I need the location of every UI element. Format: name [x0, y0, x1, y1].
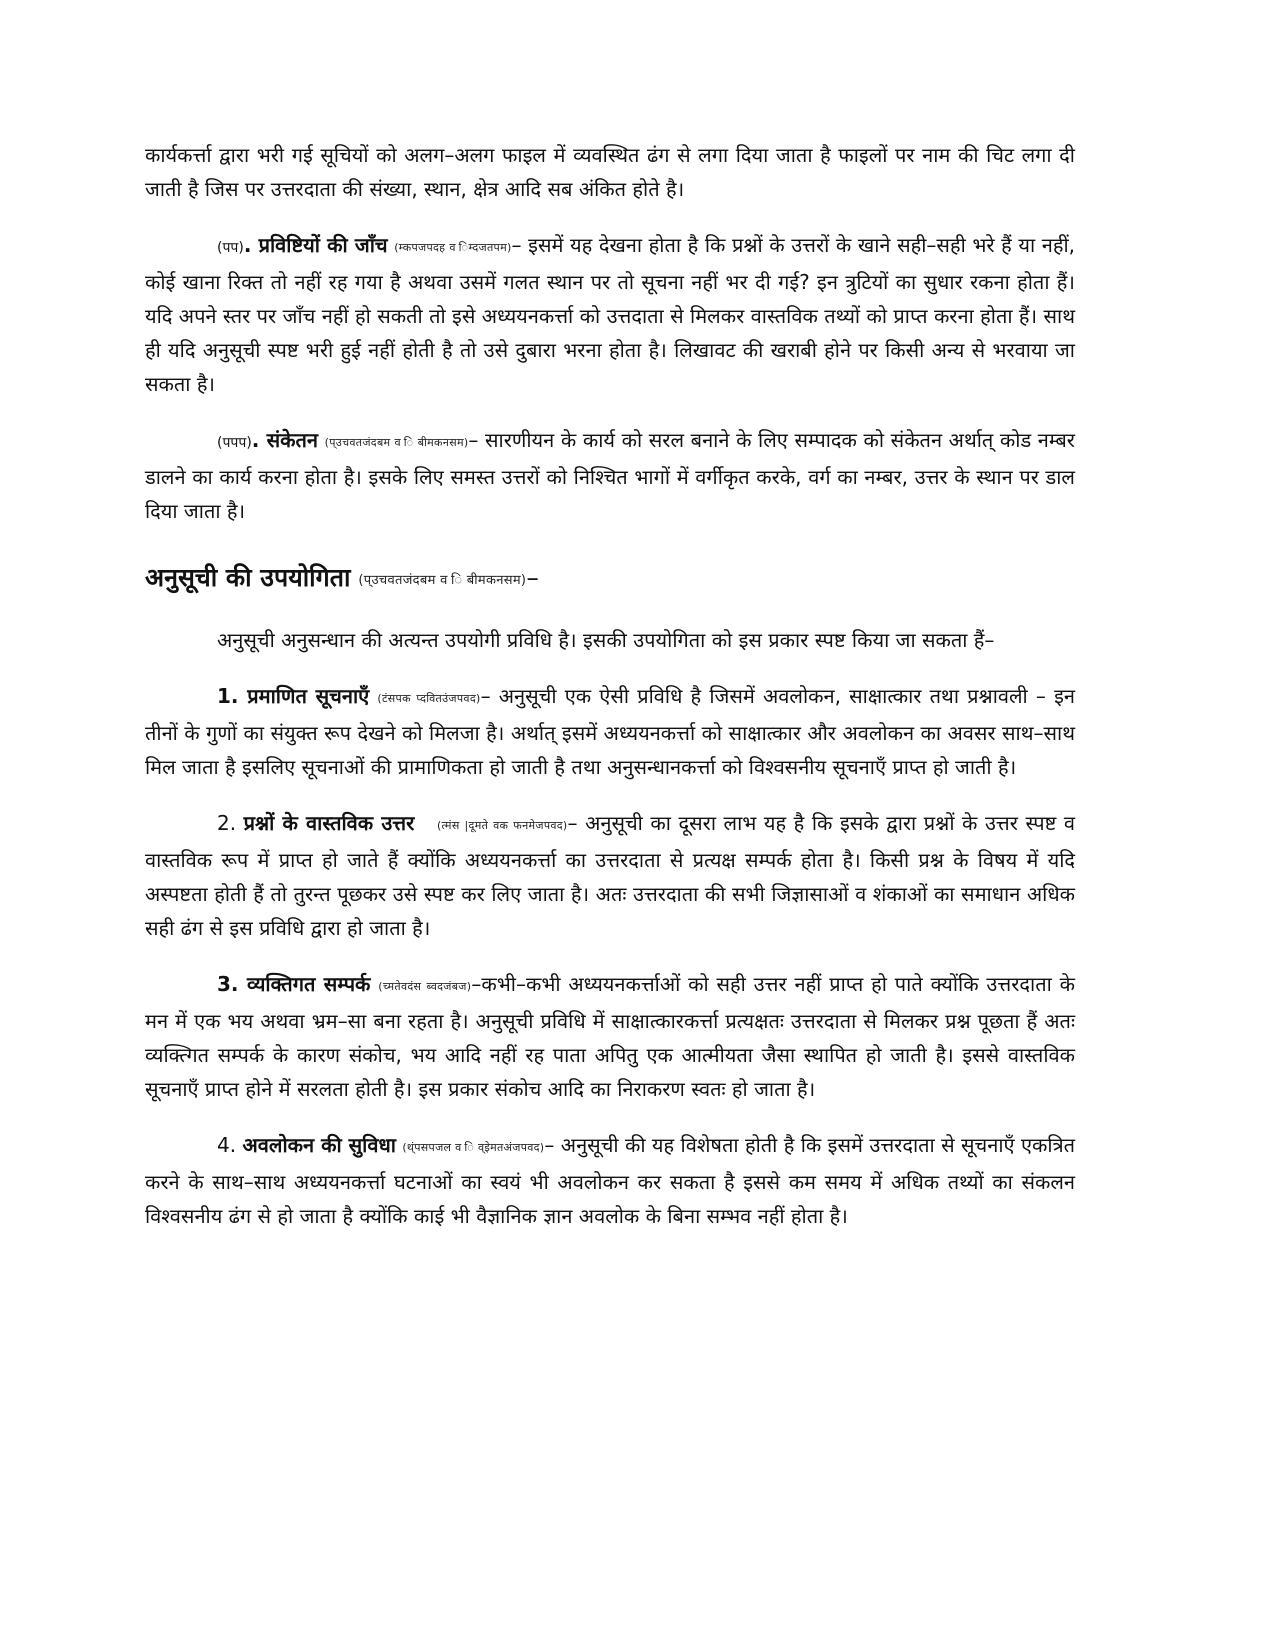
english-term-garbled: (टंसपक प्दवितउंजपवद)	[377, 692, 481, 705]
paragraph-text: – अनुसूची एक ऐसी प्रविधि है जिसमें अवलोकन, साक्षात्कार तथा प्रश्नावली – इन तीनों के गुणों का संयुक्त रूप देखने को मिलजा है। अर्थात् इसमें अध्ययनकर्त्ता को साक्षात्कार और अवलोकन का अवसर साथ–साथ मिल जाता है इसलिए सूचनाओं की प्रामाणिकता हो जाती है तथा अनुसन्धानकर्त्ता को विश्वसनीय सूचनाएँ प्राप्त हो जाती है।	[145, 684, 1075, 779]
english-term-garbled: (प्उचवतजंदबम व ि बीमकनसम)	[358, 573, 527, 588]
item-heading: अवलोकन की सुविधा	[242, 1133, 396, 1157]
paragraph-text: –कभी–कभी अध्ययनकर्त्ताओं को सही उत्तर नहीं प्राप्त हो पाते क्योंकि उत्तरदाता के मन में एक भय अथवा भ्रम–सा बना रहता है। अनुसूची प्रविधि में साक्षात्कारकर्त्ता प्रत्यक्षतः उत्तरदाता से मिलकर प्रश्न पूछता हैं अतः व्यक्त्गित सम्पर्क के कारण संकोच, भय आदि नहीं रह पाता अपितु एक आत्मीयता जैसा स्थापित हो जाती है। इससे वास्तविक सूचनाएँ प्राप्त होने में सरलता होती है। इस प्रकार संकोच आदि का निराकरण स्वतः हो जाता है।	[145, 972, 1075, 1101]
paragraph-text: कार्यकर्त्ता द्वारा भरी गई सूचियों को अलग–अलग फाइल में व्यवस्थित ढंग से लगा दिया जाता है फाइलों पर नाम की चिट लगा दी जाती है जिस पर उत्तरदाता की संख्या, स्थान, क्षेत्र आदि सब अंकित होते है।	[145, 143, 1075, 201]
section-heading-text: अनुसूची की उपयोगिता	[145, 563, 351, 592]
list-item-real-answers	[145, 806, 1075, 945]
paragraph-text: – इसमें यह देखना होता है कि प्रश्नों के उत्तरों के खाने सही–सही भरे हैं या नहीं, कोई खाना रिक्त तो नहीं रह गया है अथवा उसमें गलत स्थान पर तो सूचना नहीं भर दी गई? इन त्रुटियों का सुधार रकना होता हैं। यदि अपने स्तर पर जाँच नहीं हो सकती तो इसे अध्ययनकर्त्ता को उत्तदाता से मिलकर वास्तविक तथ्यों को प्राप्त करना होता हैं। साथ ही यदि अनुसूची स्पष्ट भरी हुई नहीं होती है तो उसे दुबारा भरना होता है। लिखावट की खराबी होने पर किसी अन्य से भरवाया जा सकता है।	[145, 233, 1075, 396]
paragraph-text: – अनुसूची की यह विशेषता होती है कि इसमें उत्तरदाता से सूचनाएँ एकत्रित करने के साथ–साथ अध्ययनकर्त्ता घटनाओं का स्वयं भी अवलोकन कर सकता है इससे कम समय में अधिक तथ्यों का संकलन विश्वसनीय ढंग से हो जाता है क्योंकि काई भी वैज्ञानिक ज्ञान अवलोक के बिना सम्भव नहीं होता है।	[145, 1133, 1076, 1228]
paragraph-coding	[145, 423, 1075, 528]
roman-numeral-prefix: (पपप)	[217, 435, 252, 451]
paragraph-text: – सारणीयन के कार्य को सरल बनाने के लिए सम्पादक को संकेतन अर्थात् कोड नम्बर डालने का कार्य करना होता है। इसके लिए समस्त उत्तरों को निश्चित भागों में वर्गीकृत करके, वर्ग का नम्बर, उत्तर के स्थान पर डाल दिया जाता है।	[145, 428, 1075, 523]
english-term-garbled: (प्उचवतजंदबम व ि बीमकनसम)	[324, 436, 469, 449]
document-page	[145, 138, 1075, 1233]
coding-heading: . संकेतन	[251, 428, 318, 452]
item-number: 2.	[217, 811, 244, 835]
list-item-observation-facility	[145, 1128, 1075, 1233]
paragraph-text: – अनुसूची का दूसरा लाभ यह है कि इसके द्वारा प्रश्नों के उत्तर स्पष्ट व वास्तविक रूप में प्राप्त हो जाते हैं क्योंकि अध्ययनकर्त्ता का उत्तरदाता से प्रत्यक्ष सम्पर्क होता है। किसी प्रश्न के विषय में यदि अस्पष्टता होती हैं तो तुरन्त पूछकर उसे स्पष्ट कर लिए जाता है। अतः उत्तरदाता की सभी जिज्ञासाओं व शंकाओं का समाधान अधिक सही ढंग से इस प्रविधि द्वारा हो जाता है।	[145, 811, 1075, 940]
paragraph-entry-check	[145, 228, 1075, 401]
paragraph-text: अनुसूची अनुसन्धान की अत्यन्त उपयोगी प्रविधि है। इसकी उपयोगिता को इस प्रकार स्पष्ट किया जा सकता हैं–	[217, 628, 995, 652]
item-heading: 3. व्यक्तिगत सम्पर्क	[217, 972, 371, 996]
english-term-garbled: (थ्ंपसपजल व ि व्इेमतअंजपवद)	[402, 1141, 545, 1154]
list-item-authentic-information	[145, 679, 1075, 784]
english-term-garbled: (च्मतेवदंस ब्वदजंबज)	[378, 980, 472, 993]
section-heading-schedule-utility	[145, 558, 1075, 601]
list-item-personal-contact	[145, 967, 1075, 1106]
paragraph-file-arrangement	[145, 138, 1075, 206]
item-heading: 1. प्रमाणित सूचनाएँ	[217, 684, 370, 708]
english-term-garbled: (त्मंस |दूमते वक फनमेजपवद)	[436, 819, 568, 832]
paragraph-intro	[145, 623, 1075, 657]
roman-numeral-prefix: (पप)	[217, 240, 244, 256]
entry-check-heading: . प्रविष्टियों की जाँच	[243, 233, 388, 257]
item-heading: प्रश्नों के वास्तविक उत्तर	[243, 811, 415, 835]
section-heading-suffix: –	[526, 563, 539, 592]
english-term-garbled: (म्कपजपदह व िम्दजतपम)	[394, 241, 512, 254]
item-number: 4.	[217, 1133, 243, 1157]
